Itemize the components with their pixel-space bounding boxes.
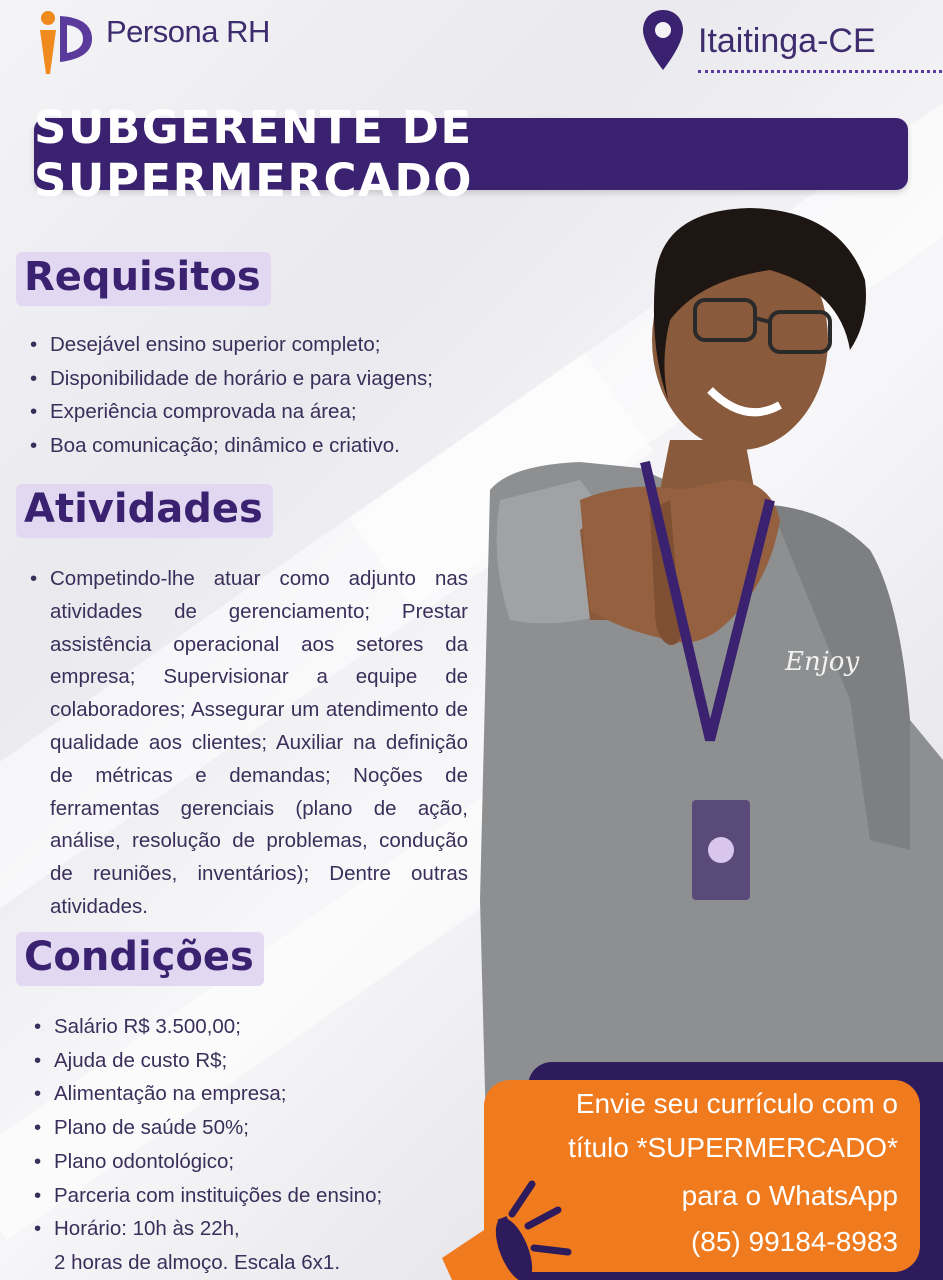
- whatsapp-phone: (85) 99184-8983: [690, 1226, 898, 1257]
- job-title: SUBGERENTE DE SUPERMERCADO: [34, 101, 473, 207]
- list-item: • Plano de saúde 50%;: [28, 1111, 468, 1145]
- list-item: • Horário: 10h às 22h,: [28, 1212, 468, 1246]
- atividades-heading: Atividades: [16, 484, 273, 538]
- list-item: • Disponibilidade de horário e para viagens;: [24, 362, 494, 396]
- shirt-print: Enjoy: [785, 647, 860, 677]
- megaphone-icon: [432, 1178, 582, 1280]
- list-item: • Ajuda de custo R$;: [28, 1044, 468, 1078]
- list-item: • Parceria com instituições de ensino;: [28, 1179, 468, 1213]
- brand-name: Persona RH: [106, 14, 270, 49]
- list-item-continuation: 2 horas de almoço. Escala 6x1.: [54, 1250, 341, 1274]
- cta-line-3: para o WhatsApp: [681, 1180, 898, 1211]
- location: [640, 8, 940, 78]
- condicoes-list: [28, 1010, 468, 1280]
- list-item: • Desejável ensino superior completo;: [24, 328, 494, 362]
- requisitos-heading: Requisitos: [16, 252, 271, 306]
- location-text: Itaitinga-CE: [698, 22, 876, 60]
- list-item: • Competindo-lhe atuar como adjunto nas atividades de gerenciamento; Prestar assistência operacional aos setores da empresa; Supervisionar a equipe de colaboradores; Assegurar um atendimento de qualidade aos clientes; Auxiliar na definição de métricas e demandas; Noções de ferramentas gerenciais (plano de ação, análise, resolução de problemas, condução de reuniões, inventários); Dentre outras atividades.: [24, 563, 468, 924]
- list-item: • Salário R$ 3.500,00;: [28, 1010, 468, 1044]
- list-item: • Plano odontológico;: [28, 1145, 468, 1179]
- cta-line-1: Envie seu currículo com o: [575, 1088, 898, 1119]
- persona-logo-icon: [36, 8, 96, 78]
- requisitos-list: [24, 328, 494, 462]
- job-title-banner: [34, 101, 908, 207]
- list-item: • Alimentação na empresa;: [28, 1077, 468, 1111]
- condicoes-heading: Condições: [16, 932, 264, 986]
- list-item: • Experiência comprovada na área;: [24, 395, 494, 429]
- list-item: • Boa comunicação; dinâmico e criativo.: [24, 429, 494, 463]
- cta-line-2: título *SUPERMERCADO*: [568, 1132, 898, 1163]
- atividades-list: [24, 563, 468, 924]
- map-pin-icon: [640, 8, 686, 72]
- location-underline: [698, 70, 942, 73]
